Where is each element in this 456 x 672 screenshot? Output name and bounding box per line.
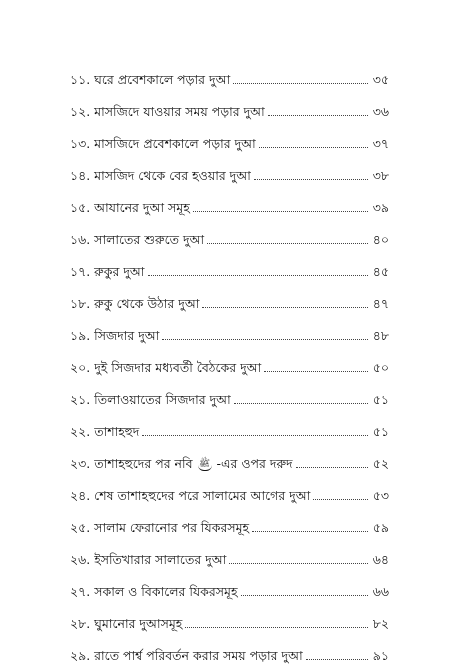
toc-entry-title: ২৭. সকাল ও বিকালের যিকরসমূহ [70, 584, 238, 599]
toc-entry[interactable] [70, 544, 389, 576]
toc-entry-title: ১৩. মাসজিদে প্রবেশকালে পড়ার দুআ [70, 136, 256, 151]
toc-entry-title: ২৪. শেষ তাশাহহুদের পরে সালামের আগের দুআ [70, 488, 311, 503]
dot-leader [148, 275, 368, 276]
dot-leader [241, 595, 368, 596]
toc-entry[interactable] [70, 64, 389, 96]
toc-entry-title: ২৮. ঘুমানোর দুআসমূহ [70, 616, 183, 631]
toc-entry-page: ৬৬ [372, 584, 389, 599]
toc-entry[interactable] [70, 480, 389, 512]
dot-leader [234, 403, 368, 404]
toc-entry[interactable] [70, 128, 389, 160]
toc-entry[interactable] [70, 320, 389, 352]
toc-entry[interactable] [70, 160, 389, 192]
toc-entry[interactable] [70, 384, 389, 416]
toc-entry[interactable] [70, 608, 389, 640]
dot-leader [142, 435, 368, 436]
toc-entry[interactable] [70, 416, 389, 448]
toc-entry-title: ১৫. আযানের দুআ সমূহ [70, 200, 190, 215]
dot-leader [207, 243, 368, 244]
toc-entry-page: ৬৪ [372, 552, 389, 567]
toc-entry[interactable] [70, 256, 389, 288]
toc-entry-title [70, 448, 296, 480]
dot-leader [259, 147, 368, 148]
toc-entry-title: ২০. দুই সিজদার মধ্যবর্তী বৈঠকের দুআ [70, 360, 262, 375]
toc-entry-page: ৫১ [372, 392, 389, 407]
dot-leader [296, 467, 368, 468]
toc-entry-title: ১৬. সালাতের শুরুতে দুআ [70, 232, 205, 247]
toc-entry-page: ৩৮ [372, 168, 389, 183]
toc-entry-page: ৫১ [372, 424, 389, 439]
table-of-contents [70, 64, 389, 672]
toc-entry-page: ৩৫ [372, 72, 389, 87]
dot-leader [254, 179, 368, 180]
toc-entry-page: ৫৩ [372, 488, 389, 503]
dot-leader [313, 499, 368, 500]
toc-entry-page: ৫৯ [372, 520, 389, 535]
toc-entry-page: ৩৭ [372, 136, 389, 151]
toc-entry[interactable] [70, 96, 389, 128]
toc-entry[interactable] [70, 352, 389, 384]
toc-entry-page: ৪৫ [372, 264, 389, 279]
dot-leader [233, 83, 368, 84]
toc-entry-page: ৪০ [372, 232, 389, 247]
toc-entry-title: ১১. ঘরে প্রবেশকালে পড়ার দুআ [70, 72, 231, 87]
dot-leader [202, 307, 368, 308]
toc-entry[interactable] [70, 512, 389, 544]
dot-leader [229, 563, 368, 564]
dot-leader [268, 115, 368, 116]
toc-entry[interactable] [70, 192, 389, 224]
toc-entry-title-after: -এর ওপর দরুদ [212, 456, 293, 471]
toc-entry-title: ১৯. সিজদার দুআ [70, 328, 160, 343]
toc-entry[interactable] [70, 640, 389, 672]
toc-entry-title: ২৫. সালাম ফেরানোর পর যিকরসমূহ [70, 520, 250, 535]
toc-entry-title: ১৮. রুকু থেকে উঠার দুআ [70, 296, 200, 311]
toc-entry-page: ৫২ [372, 456, 389, 471]
toc-entry[interactable] [70, 448, 389, 480]
toc-entry-page: ৯১ [372, 648, 389, 663]
toc-entry[interactable] [70, 288, 389, 320]
dot-leader [185, 627, 368, 628]
toc-entry-title: ২৬. ইসতিখারার সালাতের দুআ [70, 552, 227, 567]
dot-leader [306, 659, 368, 660]
toc-entry-title: ১৪. মাসজিদ থেকে বের হওয়ার দুআ [70, 168, 251, 183]
toc-entry-title: ১২. মাসজিদে যাওয়ার সময় পড়ার দুআ [70, 104, 265, 119]
toc-entry-title: ১৭. রুকুর দুআ [70, 264, 145, 279]
pbuh-calligraphy-icon: ﷺ [199, 459, 210, 469]
toc-entry[interactable] [70, 576, 389, 608]
toc-entry-title: ২১. তিলাওয়াতের সিজদার দুআ [70, 392, 231, 407]
toc-entry-page: ৪৭ [372, 296, 389, 311]
toc-entry-page: ৪৮ [372, 328, 389, 343]
toc-entry-page: ৩৬ [372, 104, 389, 119]
dot-leader [162, 339, 368, 340]
toc-entry-page: ৫০ [372, 360, 389, 375]
toc-entry-title: ২২. তাশাহহুদ [70, 424, 140, 439]
dot-leader [264, 371, 368, 372]
toc-entry-page: ৩৯ [372, 200, 389, 215]
dot-leader [252, 531, 368, 532]
toc-entry-title: ২৯. রাতে পার্শ্ব পরিবর্তন করার সময় পড়ার দুআ [70, 648, 303, 663]
dot-leader [193, 211, 368, 212]
toc-entry-title-before: ২৩. তাশাহহুদের পর নবি [70, 456, 197, 471]
toc-entry-page: ৮২ [372, 616, 389, 631]
toc-entry[interactable] [70, 224, 389, 256]
